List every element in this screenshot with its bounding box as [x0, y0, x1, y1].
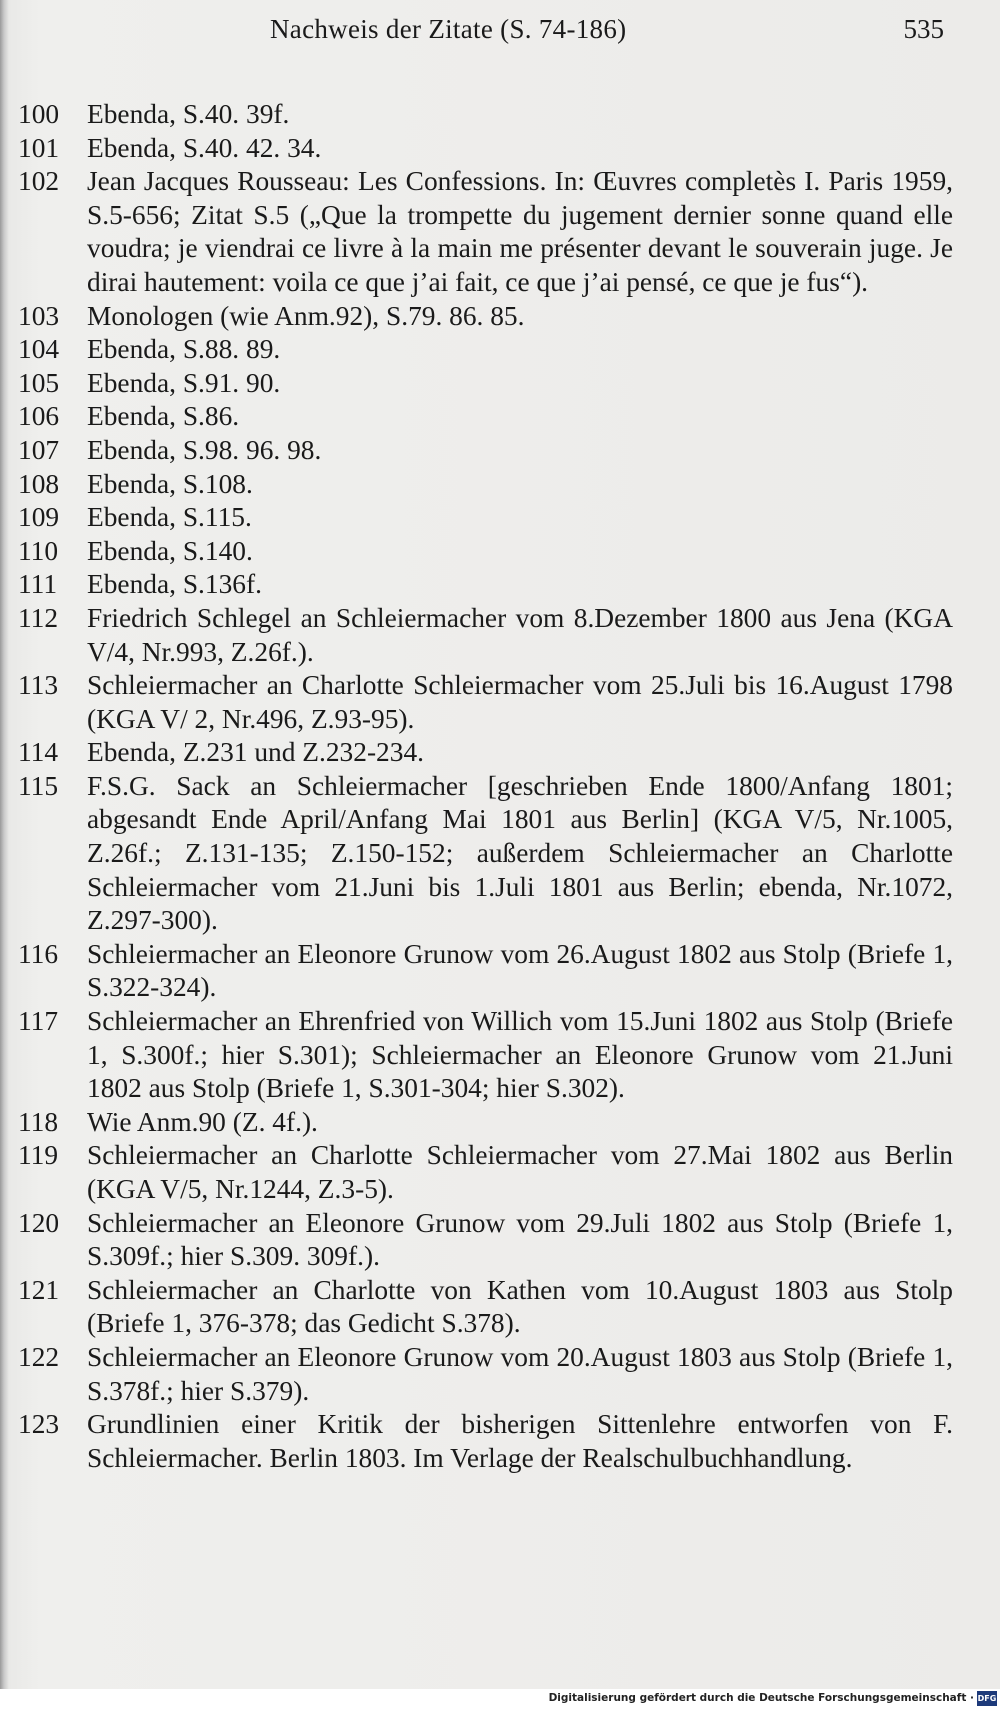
- endnote-text: Ebenda, S.140.: [87, 535, 253, 566]
- endnote-item: [18, 736, 953, 770]
- endnote-item: [18, 1005, 953, 1106]
- endnote-number: 116: [18, 938, 59, 969]
- funding-credit: Digitalisierung gefördert durch die Deutsche Forschungsgemeinschaft ·: [548, 1692, 974, 1704]
- endnote-item: [18, 669, 953, 736]
- endnote-item: [18, 938, 953, 1005]
- page-number: 535: [903, 14, 944, 44]
- endnote-number: 102: [18, 166, 60, 197]
- endnote-text: Ebenda, S.88. 89.: [87, 334, 281, 365]
- endnote-number: 104: [18, 334, 60, 365]
- endnote-text: Ebenda, S.40. 39f.: [87, 99, 290, 129]
- endnote-text: Jean Jacques Rousseau: Les Confessions. In: Œuvres completès I. Paris 1959, S.5-656; Zitat S.5 („Que la trompette du jugement dernier sonne quand elle voudra; je viendrai ce livre à la main me présenter devant le souverain juge. Je dirai hautement: voila ce que j’ai fait, ce que j’ai pensé, ce que je fus“).: [87, 166, 953, 297]
- endnote-text: Schleiermacher an Charlotte Schleiermacher vom 27.Mai 1802 aus Berlin (KGA V/5, Nr.1244, Z.3-5).: [87, 1140, 953, 1204]
- endnote-item: [18, 98, 953, 132]
- endnote-text: Wie Anm.90 (Z. 4f.).: [87, 1106, 318, 1137]
- endnote-number: 108: [18, 468, 60, 499]
- endnote-text: Ebenda, S.108.: [87, 468, 253, 499]
- endnote-text: Ebenda, S.86.: [87, 401, 240, 432]
- endnote-number: 113: [18, 670, 59, 701]
- endnote-text: Ebenda, S.136f.: [87, 569, 262, 600]
- endnote-item: [18, 300, 953, 334]
- endnote-number: 114: [18, 737, 59, 768]
- endnote-number: 122: [18, 1341, 60, 1372]
- endnote-text: Schleiermacher an Charlotte Schleiermacher vom 25.Juli bis 16.August 1798 (KGA V/ 2, Nr.496, Z.93-95).: [87, 670, 953, 734]
- endnote-number: 100: [18, 99, 60, 129]
- endnote-text: Ebenda, S.40. 42. 34.: [87, 132, 322, 163]
- footer-bar: [0, 1689, 1000, 1711]
- endnote-item: [18, 1408, 953, 1475]
- endnote-item: [18, 1106, 953, 1140]
- endnote-number: 117: [18, 1006, 59, 1037]
- endnote-item: [18, 165, 953, 299]
- endnote-item: [18, 434, 953, 468]
- endnote-item: [18, 132, 953, 166]
- header-title: Nachweis der Zitate (S. 74-186): [270, 14, 627, 44]
- endnote-number: 121: [18, 1274, 60, 1305]
- endnote-number: 119: [18, 1140, 59, 1171]
- endnote-text: Friedrich Schlegel an Schleiermacher vom 8.Dezember 1800 aus Jena (KGA V/4, Nr.993, Z.26f.).: [87, 602, 953, 667]
- endnote-item: [18, 1139, 953, 1206]
- endnote-item: [18, 1207, 953, 1274]
- endnote-item: [18, 602, 953, 669]
- endnote-item: [18, 367, 953, 401]
- endnote-text: Grundlinien einer Kritik der bisherigen Sittenlehre entworfen von F. Schleiermacher. Berlin 1803. Im Verlage der Realschulbuchhandlung.: [87, 1409, 953, 1473]
- endnote-item: [18, 568, 953, 602]
- endnote-text: Schleiermacher an Ehrenfried von Willich vom 15.Juni 1802 aus Stolp (Briefe 1, S.300f.; hier S.301); Schleiermacher an Eleonore Grunow vom 21.Juni 1802 aus Stolp (Briefe 1, S.301-304; hier S.302).: [87, 1006, 953, 1104]
- endnote-text: Ebenda, S.115.: [87, 502, 252, 533]
- endnote-text: Ebenda, S.91. 90.: [87, 367, 281, 398]
- endnote-number: 111: [18, 569, 58, 600]
- endnote-number: 103: [18, 300, 60, 331]
- endnote-text: Schleiermacher an Charlotte von Kathen vom 10.August 1803 aus Stolp (Briefe 1, 376-378; das Gedicht S.378).: [87, 1274, 953, 1339]
- dfg-logo-icon: DFG: [977, 1691, 997, 1706]
- endnote-text: Schleiermacher an Eleonore Grunow vom 20.August 1803 aus Stolp (Briefe 1, S.378f.; hier S.379).: [87, 1341, 953, 1406]
- endnote-number: 101: [18, 132, 60, 163]
- endnote-number: 118: [18, 1106, 59, 1137]
- endnote-item: [18, 535, 953, 569]
- endnote-number: 123: [18, 1409, 60, 1440]
- endnote-item: [18, 770, 953, 938]
- endnote-text: Ebenda, S.98. 96. 98.: [87, 434, 322, 465]
- endnote-item: [18, 400, 953, 434]
- endnote-text: F.S.G. Sack an Schleiermacher [geschrieben Ende 1800/Anfang 1801; abgesandt Ende April/Anfang Mai 1801 aus Berlin] (KGA V/5, Nr.1005, Z.26f.; Z.131-135; Z.150-152; außerdem Schleiermacher an Charlotte Schleiermacher vom 21.Juni bis 1.Juli 1801 aus Berlin; ebenda, Nr.1072, Z.297-300).: [87, 770, 953, 936]
- endnote-number: 110: [18, 535, 59, 566]
- endnote-item: [18, 1341, 953, 1408]
- endnote-number: 106: [18, 401, 60, 432]
- endnote-number: 109: [18, 502, 60, 533]
- endnote-text: Monologen (wie Anm.92), S.79. 86. 85.: [87, 300, 525, 331]
- endnotes-list: [18, 98, 953, 1475]
- endnote-number: 107: [18, 434, 60, 465]
- endnote-text: Schleiermacher an Eleonore Grunow vom 29.Juli 1802 aus Stolp (Briefe 1, S.309f.; hier S.309. 309f.).: [87, 1207, 953, 1272]
- endnote-text: Ebenda, Z.231 und Z.232-234.: [87, 737, 424, 768]
- endnote-text: Schleiermacher an Eleonore Grunow vom 26.August 1802 aus Stolp (Briefe 1, S.322-324).: [87, 938, 953, 1003]
- endnote-item: [18, 468, 953, 502]
- endnote-number: 120: [18, 1207, 60, 1238]
- endnote-number: 112: [18, 602, 59, 633]
- endnote-number: 105: [18, 367, 60, 398]
- endnote-item: [18, 501, 953, 535]
- endnote-number: 115: [18, 770, 59, 801]
- endnote-item: [18, 333, 953, 367]
- running-header: [0, 12, 1000, 52]
- endnote-item: [18, 1274, 953, 1341]
